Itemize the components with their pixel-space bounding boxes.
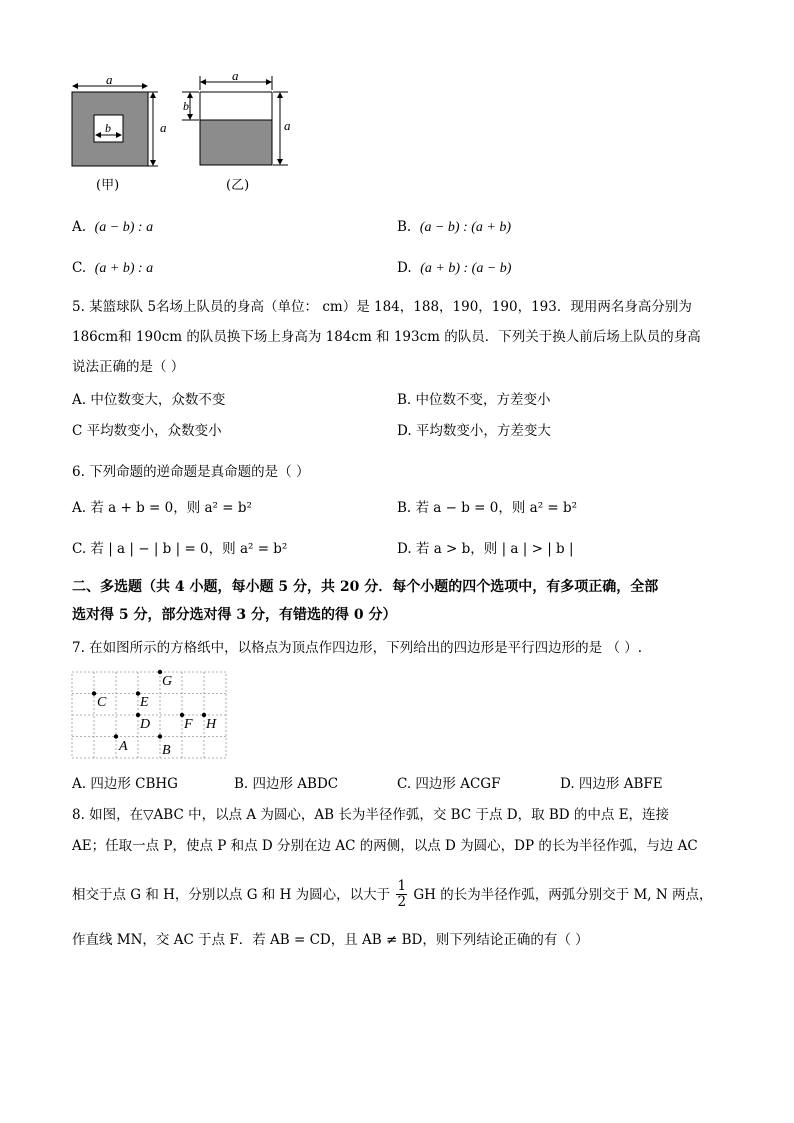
q5-stem-line3: 说法正确的是（ ） <box>72 359 185 375</box>
grid-label-f: F <box>184 717 193 732</box>
q7-option-b: B. 四边形 ABDC <box>234 776 339 792</box>
jia-top-label: a <box>106 72 113 87</box>
q6-option-b: B. 若 a − b = 0，则 a² = b² <box>397 500 578 516</box>
grid-label-g: G <box>162 674 173 689</box>
q7-option-a: A. 四边形 CBHG <box>72 776 178 792</box>
grid-label-e: E <box>140 695 149 710</box>
jia-inner-label: b <box>105 121 111 135</box>
grid-label-h: H <box>206 717 217 732</box>
q5-option-b: B. 中位数不变，方差变小 <box>397 392 551 408</box>
caption-jia: (甲) <box>96 178 120 193</box>
grid-label-d: D <box>140 717 151 732</box>
q8-line3: 相交于点 G 和 H，分别以点 G 和 H 为圆心，以大于 $\frac{1}{2}$ GH 的长为半径作弧，两弧分别交于 M, N 两点， <box>72 878 713 910</box>
yi-top-label: a <box>232 72 239 83</box>
q4-option-c: C. (a + b) : a <box>72 260 154 276</box>
q5-stem-line1: 5. 某篮球队 5名场上队员的身高（单位： cm）是 184，188，190，190，193．现用两名身高分别为 <box>72 299 692 315</box>
section-heading-line2: 选对得 5 分，部分选对得 3 分，有错选的得 0 分） <box>72 607 397 623</box>
fraction-one-half: $\frac{1}{2}$ <box>397 878 407 910</box>
q7-grid-figure <box>68 668 233 762</box>
q6-option-d: D. 若 a > b，则 | a | > | b | <box>397 541 574 557</box>
q5-option-d: D. 平均数变小，方差变大 <box>397 423 551 439</box>
q7-option-d: D. 四边形 ABFE <box>560 776 663 792</box>
yi-b-label: b <box>183 99 189 113</box>
q4-option-b: B. (a − b) : (a + b) <box>397 219 512 235</box>
q5-option-a: A. 中位数变大，众数不变 <box>72 392 226 408</box>
q8-line1: 8. 如图，在▽ABC 中，以点 A 为圆心，AB 长为半径作弧，交 BC 于点 D，取 BD 的中点 E，连接 <box>72 807 670 823</box>
q6-option-c: C. 若 | a | − | b | = 0，则 a² = b² <box>72 541 288 557</box>
q5-option-c: C 平均数变小，众数变小 <box>72 423 222 439</box>
yi-side-label: a <box>284 118 291 133</box>
q7-option-c: C. 四边形 ACGF <box>397 776 501 792</box>
q7-stem: 7. 在如图所示的方格纸中，以格点为顶点作四边形，下列给出的四边形是平行四边形的是 （ ）. <box>72 640 643 656</box>
jia-side-label: a <box>160 120 167 135</box>
q8-line4: 作直线 MN，交 AC 于点 F．若 AB = CD，且 AB ≠ BD，则下列结论正确的有（ ） <box>72 932 589 948</box>
grid-label-a: A <box>119 739 128 754</box>
q5-stem-line2: 186cm和 190cm 的队员换下场上身高为 184cm 和 193cm 的队员．下列关于换人前后场上队员的身高 <box>72 329 701 345</box>
grid-label-c: C <box>97 695 107 710</box>
q4-option-a: A. (a − b) : a <box>72 219 154 235</box>
q6-stem: 6. 下列命题的逆命题是真命题的是（ ） <box>72 464 310 480</box>
caption-yi: (乙) <box>226 178 250 193</box>
q8-line2: AE；任取一点 P，使点 P 和点 D 分别在边 AC 的两侧，以点 D 为圆心，DP 的长为半径作弧，与边 AC <box>72 838 698 854</box>
figure-jia <box>60 72 170 172</box>
grid-label-b: B <box>162 743 171 758</box>
figure-yi <box>180 72 305 172</box>
section-heading-line1: 二、多选题（共 4 小题，每小题 5 分，共 20 分．每个小题的四个选项中，有多项正确，全部 <box>72 579 659 595</box>
q4-option-d: D. (a + b) : (a − b) <box>397 260 512 276</box>
q6-option-a: A. 若 a + b = 0，则 a² = b² <box>72 500 252 516</box>
